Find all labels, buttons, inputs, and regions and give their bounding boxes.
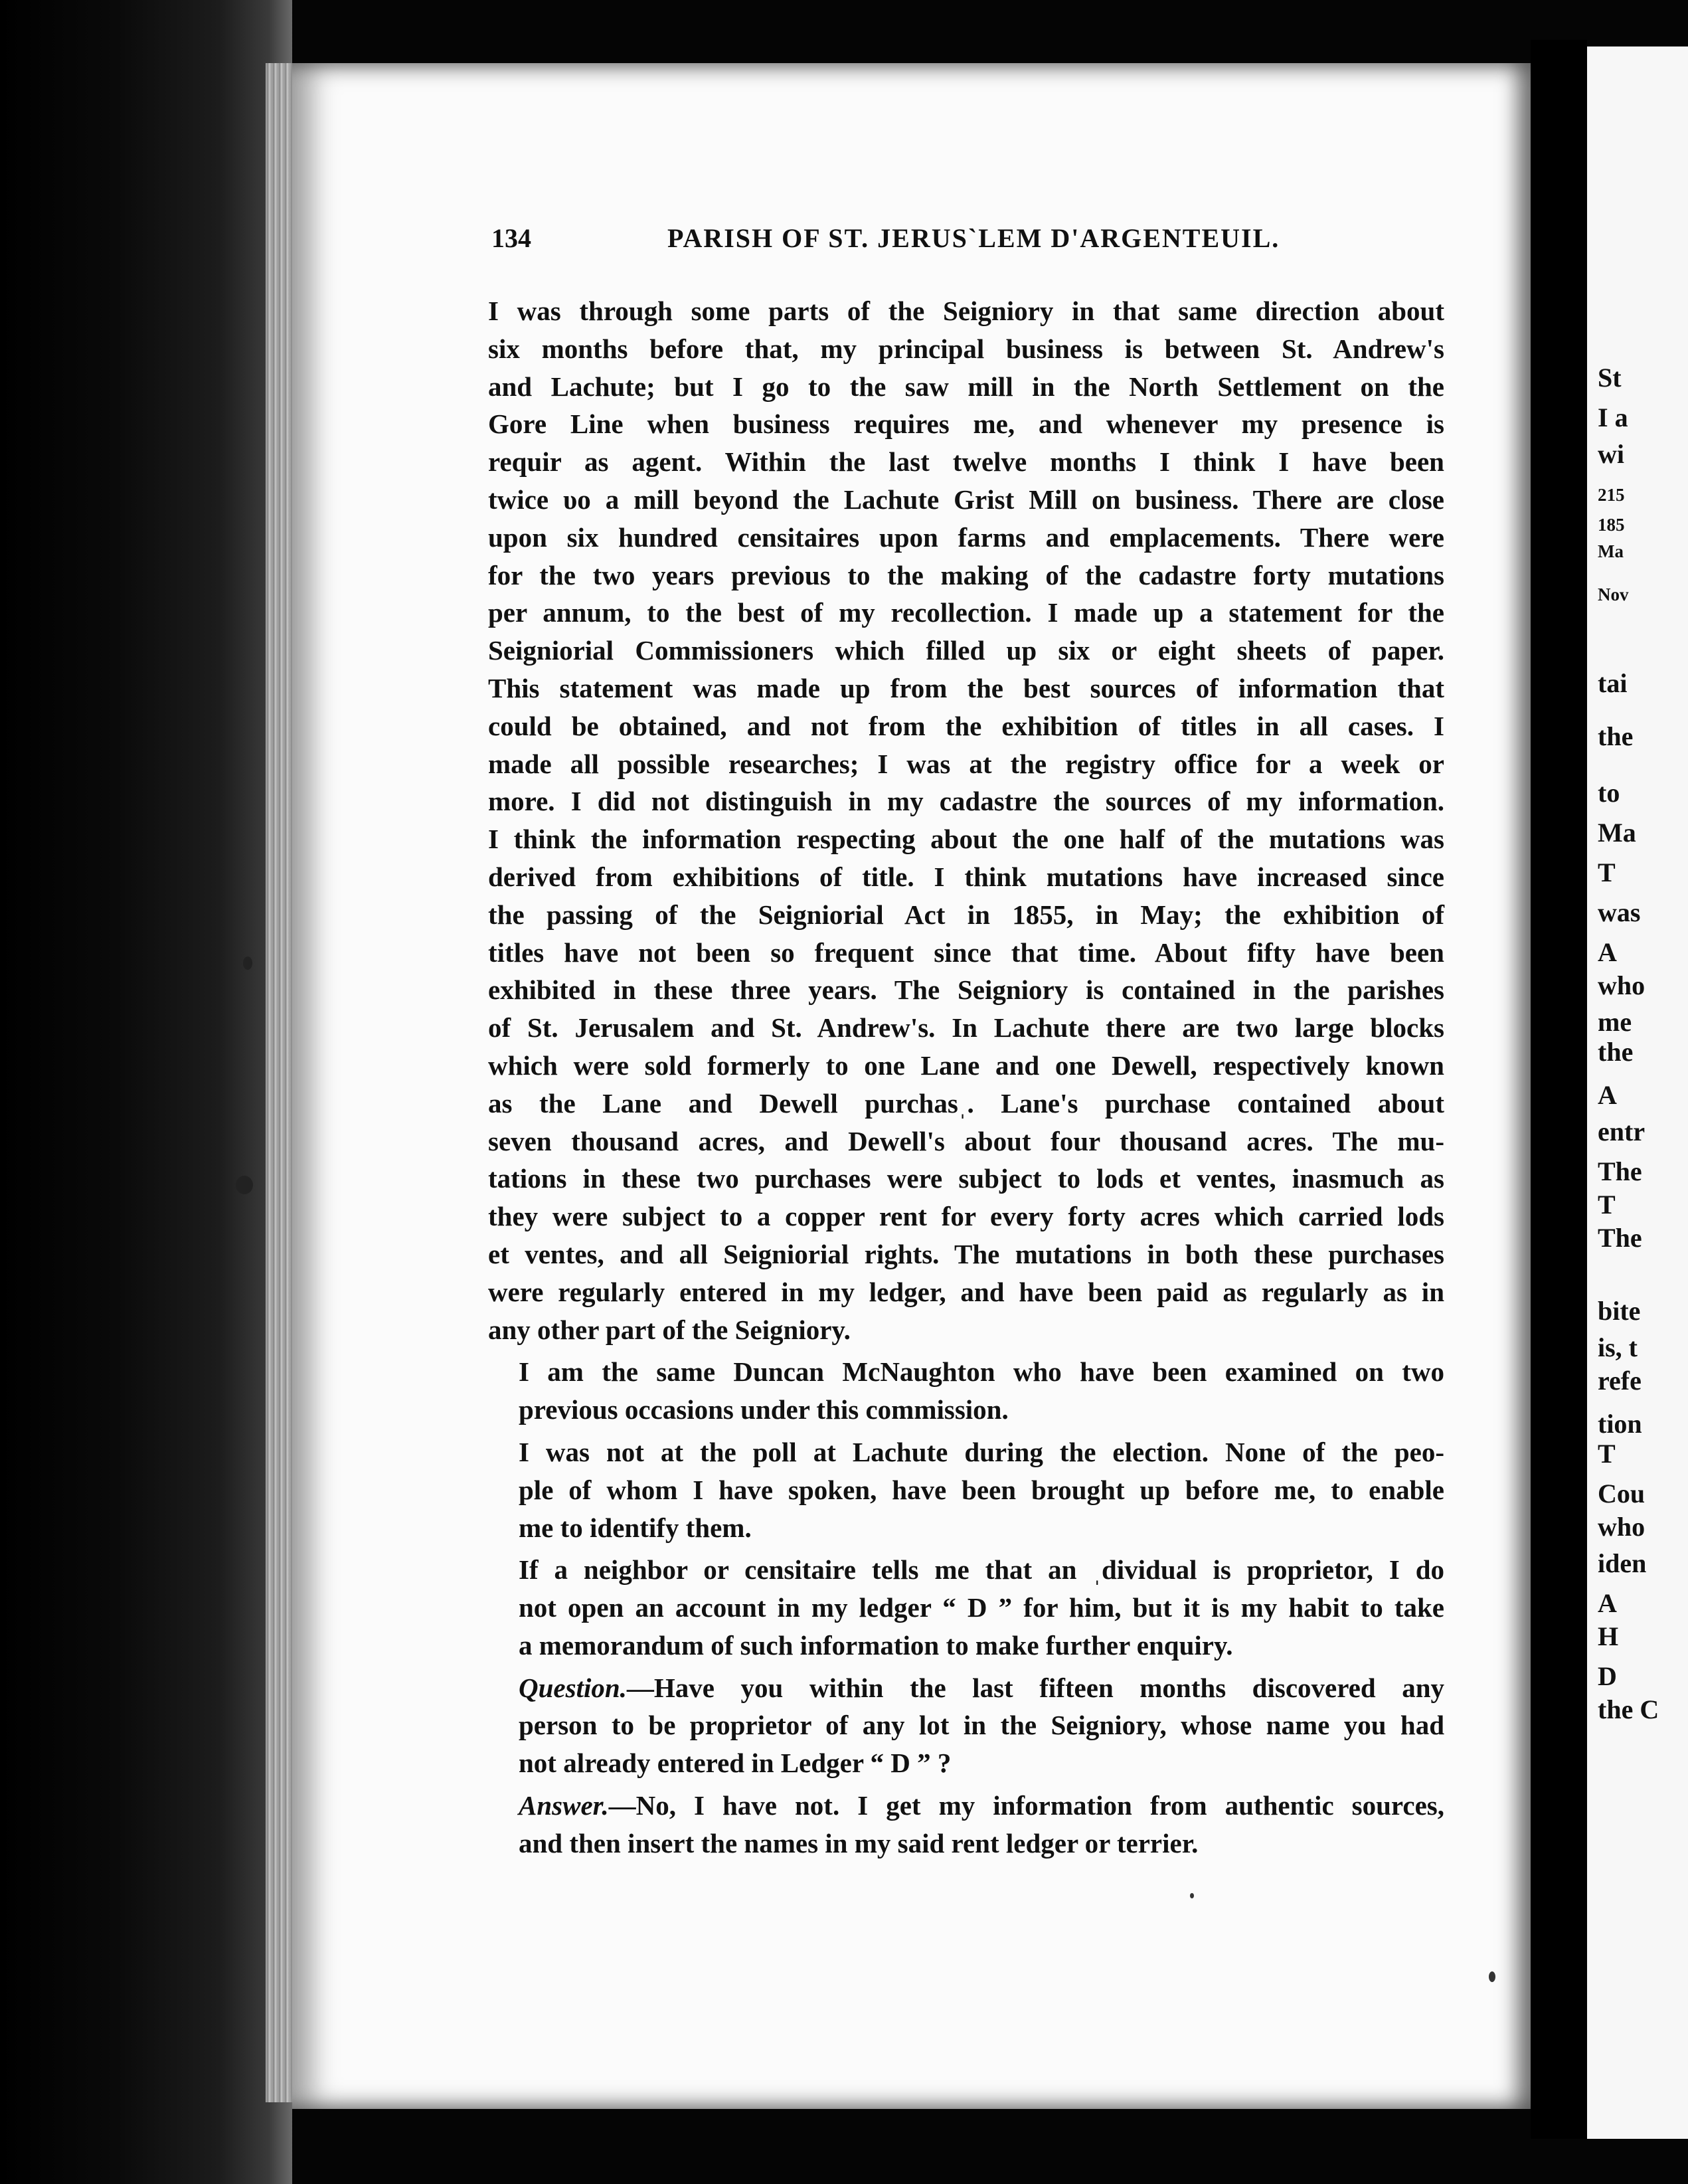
paragraph-1 — [488, 292, 1444, 1348]
facing-page-text: 215 — [1598, 485, 1625, 505]
facing-page-text: wi — [1598, 439, 1624, 469]
facing-page-text: I a — [1598, 403, 1628, 432]
text-line: they were subject to a copper rent for every forty acres which carried lods — [488, 1201, 1444, 1232]
text-line: could be obtained, and not from the exhibition of titles in all cases. I — [488, 710, 1444, 741]
facing-page-fragment — [1587, 46, 1688, 2139]
text-line: as the Lane and Dewell purchasˌ. Lane's purchase contained about — [488, 1087, 1444, 1119]
scan-speck — [243, 956, 252, 970]
facing-page-text: is, t — [1598, 1332, 1638, 1362]
text-line: six months before that, my principal business is between St. Andrew's — [488, 333, 1444, 364]
question-line: —Have you within the last fifteen months discovered any — [626, 1672, 1444, 1703]
text-line: twice υo a mill beyond the Lachute Grist Mill on business. There are close — [488, 484, 1444, 515]
running-title: PARISH OF ST. JERUSˋLEM D'ARGENTEUIL. — [667, 223, 1280, 253]
book-gutter — [1531, 40, 1587, 2139]
text-line: were regularly entered in my ledger, and have been paid as regularly as in — [488, 1276, 1444, 1307]
text-line: derived from exhibitions of title. I think mutations have increased since — [488, 861, 1444, 892]
text-line: tations in these two purchases were subject to lods et ventes, inasmuch as — [488, 1163, 1444, 1194]
text-line: for the two years previous to the making of the cadastre forty mutations — [488, 559, 1444, 591]
facing-page-text: The — [1598, 1156, 1642, 1186]
text-line: the passing of the Seigniorial Act in 1855, in May; the exhibition of — [488, 899, 1444, 930]
facing-page-text: T — [1598, 1439, 1616, 1469]
facing-page-text: who — [1598, 970, 1646, 1000]
facing-page-text: 185 — [1598, 515, 1625, 535]
text-line: previous occasions under this commission. — [519, 1394, 1009, 1425]
facing-page-text: iden — [1598, 1548, 1647, 1578]
paragraph-2 — [488, 1353, 1444, 1429]
text-line: upon six hundred censitaires upon farms and emplacements. There were — [488, 521, 1444, 553]
facing-page-text: entr — [1598, 1117, 1646, 1146]
page-body — [488, 292, 1444, 1863]
facing-page-text: tai — [1598, 668, 1628, 698]
answer-line: and then insert the names in my said rent ledger or terrier. — [519, 1827, 1199, 1859]
facing-page-text: me — [1598, 1007, 1632, 1037]
scan-speck — [236, 1176, 253, 1194]
facing-page-text: the C — [1598, 1694, 1659, 1724]
text-line: any other part of the Seigniory. — [488, 1314, 851, 1345]
text-line: not open an account in my ledger “ D ” for him, but it is my habit to take — [519, 1592, 1444, 1623]
page-header — [491, 223, 1434, 262]
text-line: I am the same Duncan McNaughton who have been examined on two — [519, 1356, 1444, 1388]
paragraph-4 — [488, 1551, 1444, 1664]
facing-page-text: Cou — [1598, 1479, 1646, 1508]
text-line: a memorandum of such information to make further enquiry. — [519, 1629, 1233, 1661]
text-line: more. I did not distinguish in my cadastre the sources of my information. — [488, 786, 1444, 817]
facing-page-text: Ma — [1598, 818, 1636, 848]
facing-page-text: T — [1598, 858, 1616, 887]
page-number: 134 — [491, 223, 531, 253]
facing-page-text: tion — [1598, 1409, 1642, 1439]
scan-speck — [1489, 1971, 1495, 1982]
facing-page-text: A — [1598, 1080, 1617, 1110]
text-line: seven thousand acres, and Dewell's about four thousand acres. The mu- — [488, 1125, 1444, 1156]
text-line: requir as agent. Within the last twelve months I think I have been — [488, 446, 1444, 478]
text-line: me to identify them. — [519, 1512, 752, 1543]
facing-page-text: was — [1598, 897, 1641, 927]
text-line: Seigniorial Commissioners which filled up six or eight sheets of paper. — [488, 635, 1444, 666]
answer-line: —No, I have not. I get my information from authentic sources, — [608, 1790, 1444, 1821]
text-line: which were sold formerly to one Lane and one Dewell, respectively known — [488, 1049, 1444, 1081]
answer-paragraph — [488, 1787, 1444, 1863]
text-line: exhibited in these three years. The Seigniory is contained in the parishes — [488, 974, 1444, 1006]
text-line: per annum, to the best of my recollection. I made up a statement for the — [488, 597, 1444, 628]
facing-page-text: A — [1598, 937, 1617, 967]
question-label: Question. — [519, 1672, 627, 1703]
facing-page-text: T — [1598, 1190, 1616, 1220]
text-line: I was not at the poll at Lachute during the election. None of the peo- — [519, 1436, 1444, 1467]
text-line: I think the information respecting about the one half of the mutations was — [488, 824, 1444, 855]
text-line: titles have not been so frequent since that time. About fifty have been — [488, 937, 1444, 968]
answer-label: Answer. — [519, 1790, 609, 1821]
text-line: Gore Line when business requires me, and whenever my presence is — [488, 409, 1444, 440]
facing-page-text: to — [1598, 778, 1620, 808]
text-line: ple of whom I have spoken, have been brought up before me, to enable — [519, 1474, 1444, 1505]
scan-speck — [1190, 1893, 1194, 1898]
question-paragraph — [488, 1669, 1444, 1782]
text-line: and Lachute; but I go to the saw mill in the North Settlement on the — [488, 371, 1444, 402]
scan-left-margin — [0, 0, 292, 2184]
paragraph-3 — [488, 1433, 1444, 1546]
facing-page-text: The — [1598, 1223, 1642, 1253]
facing-page-text: H — [1598, 1621, 1619, 1651]
facing-page-text: D — [1598, 1661, 1617, 1691]
text-line: made all possible researches; I was at the registry office for a week or — [488, 748, 1444, 779]
facing-page-text: the — [1598, 1037, 1634, 1067]
facing-page-text: Nov — [1598, 585, 1629, 604]
facing-page-text: A — [1598, 1588, 1617, 1618]
text-line: et ventes, and all Seigniorial rights. The mutations in both these purchases — [488, 1238, 1444, 1269]
text-line: I was through some parts of the Seigniory in that same direction about — [488, 296, 1444, 326]
question-line: not already entered in Ledger “ D ” ? — [519, 1748, 952, 1779]
facing-page-text: Ma — [1598, 541, 1624, 561]
facing-page-text: the — [1598, 721, 1634, 751]
facing-page-text: St — [1598, 363, 1622, 393]
facing-page-text: refe — [1598, 1366, 1642, 1396]
text-line: of St. Jerusalem and St. Andrew's. In Lachute there are two large blocks — [488, 1012, 1444, 1044]
question-line: person to be proprietor of any lot in the Seigniory, whose name you had — [519, 1710, 1444, 1741]
text-line: If a neighbor or censitaire tells me that an ˌdividual is proprietor, I do — [519, 1554, 1444, 1586]
facing-page-text: bite — [1598, 1296, 1641, 1326]
facing-page-text: who — [1598, 1512, 1646, 1542]
text-line: This statement was made up from the best sources of information that — [488, 672, 1444, 703]
